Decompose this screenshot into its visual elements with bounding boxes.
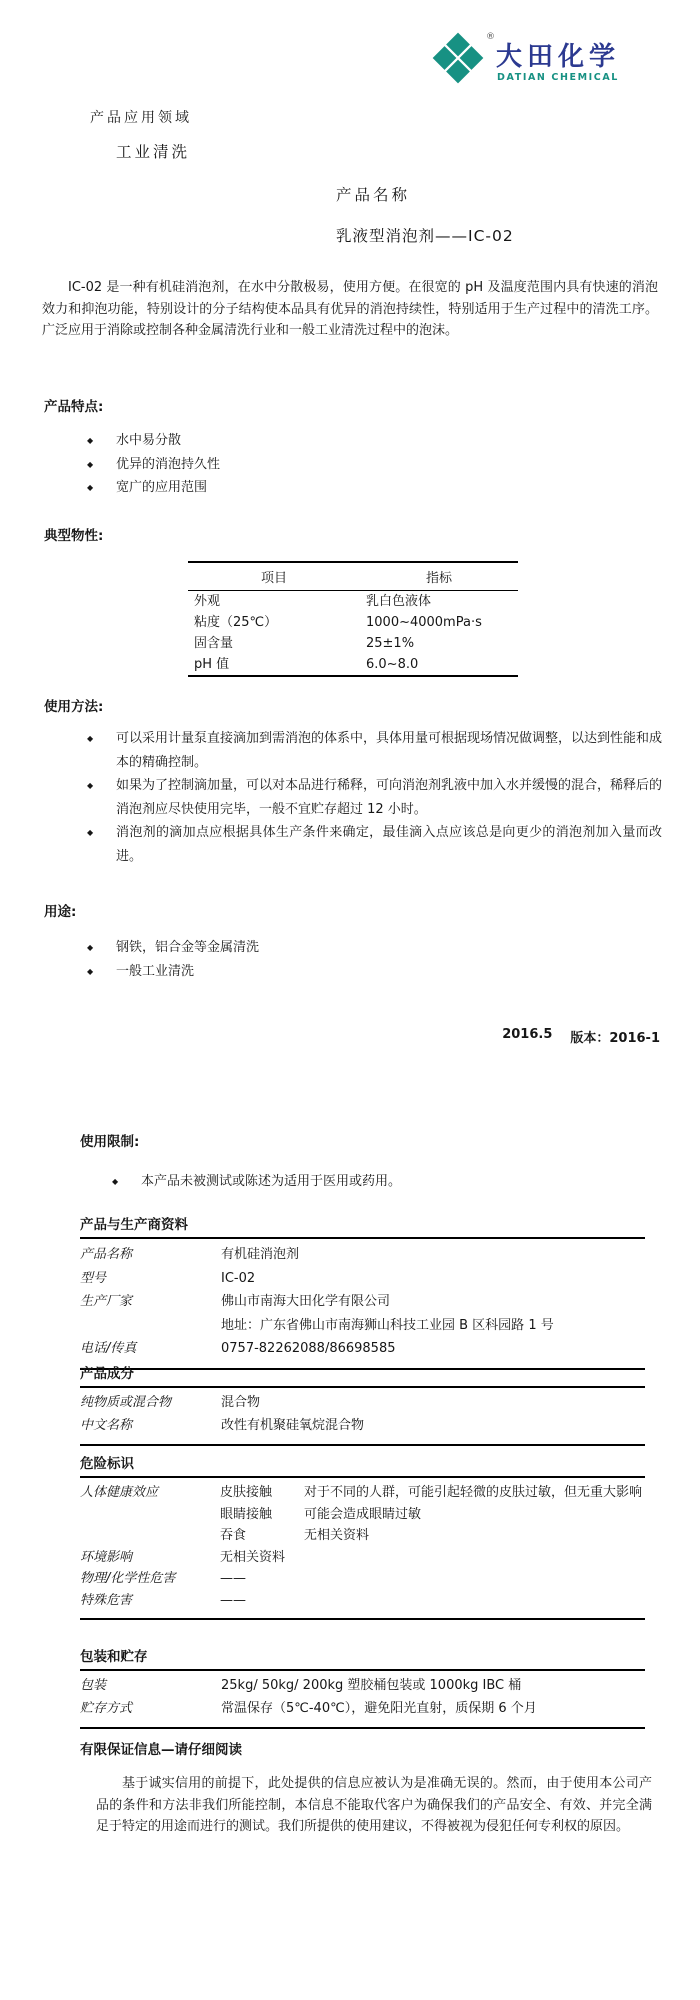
usage-text: 可以采用计量泵直接滴加到需消泡的体系中，具体用量可根据现场情况做调整，以达到性能和成本的精确控制。 xyxy=(116,731,663,770)
info-label xyxy=(80,1314,221,1338)
hazard-label xyxy=(80,1504,220,1526)
hazard-value: 可能会造成眼睛过敏 xyxy=(304,1506,422,1522)
logo-diamond-icon xyxy=(430,30,486,86)
usage-text: 消泡剂的滴加点应根据具体生产条件来确定，最佳滴入点应该总是向更少的消泡剂加入量而改进。 xyxy=(116,825,662,864)
table-row xyxy=(188,612,518,633)
usage-text: 如果为了控制滴加量，可以对本品进行稀释，可向消泡剂乳液中加入水并缓慢的混合，稀释后的消泡剂应尽快使用完毕，一般不宜贮存超过 12 小时。 xyxy=(116,778,663,817)
hazard-row xyxy=(80,1504,645,1526)
table-row xyxy=(188,633,518,654)
property-name: 粘度（25℃） xyxy=(194,615,278,630)
info-value: 佛山市南海大田化学有限公司 xyxy=(221,1294,391,1309)
info-value: 有机硅消泡剂 xyxy=(221,1247,300,1262)
usage-list xyxy=(87,727,662,868)
hazards-heading: 危险标识 xyxy=(80,1452,645,1478)
info-row xyxy=(80,1267,645,1291)
restrictions-heading: 使用限制: xyxy=(80,1134,140,1150)
info-label: 贮存方式 xyxy=(80,1700,133,1716)
hazard-label: 特殊危害 xyxy=(80,1592,133,1608)
table-header-row xyxy=(188,562,518,591)
properties-table xyxy=(188,561,518,677)
application-item xyxy=(87,936,507,960)
bullet-icon: ◆ xyxy=(87,459,94,469)
brand-name-cn: 大田化学 xyxy=(496,42,621,72)
info-label: 电话/传真 xyxy=(80,1341,137,1356)
applications-heading: 用途: xyxy=(44,904,77,920)
hazard-sub-label: —— xyxy=(220,1592,246,1608)
info-row xyxy=(80,1415,645,1438)
info-value: 0757-82262088/86698585 xyxy=(221,1341,396,1356)
hazard-row xyxy=(80,1547,645,1569)
info-label: 型号 xyxy=(80,1270,107,1286)
bullet-icon: ◆ xyxy=(87,943,94,952)
product-name-value: 乳液型消泡剂——IC-02 xyxy=(336,227,514,245)
info-label: 中文名称 xyxy=(80,1417,133,1433)
manufacturer-section xyxy=(80,1213,645,1370)
hazard-sub-label: 无相关资料 xyxy=(220,1549,286,1565)
intro-paragraph: IC-02 是一种有机硅消泡剂，在水中分散极易，使用方便。在很宽的 pH 及温度范围内具有快速的消泡效力和抑泡功能，特别设计的分子结构使本品具有优异的消泡持续性，特别适用于生产过程中的清洗工序。广泛应用于消除或控制各种金属清洗行业和一般工业清洗过程中的泡沫。 xyxy=(42,280,658,338)
bullet-icon: ◆ xyxy=(87,483,94,492)
bullet-icon: ◆ xyxy=(87,828,94,837)
property-name: pH 值 xyxy=(194,657,230,672)
property-value: 乳白色液体 xyxy=(366,594,432,609)
hazard-label: 物理/化学性危害 xyxy=(80,1571,176,1586)
hazard-row xyxy=(80,1568,645,1590)
info-value: 改性有机聚硅氧烷混合物 xyxy=(221,1417,365,1433)
restriction-text: 本产品未被测试或陈述为适用于医用或药用。 xyxy=(141,1174,402,1189)
hazards-section xyxy=(80,1452,645,1620)
restriction-item xyxy=(112,1170,592,1194)
usage-heading: 使用方法: xyxy=(44,699,104,715)
warranty-paragraph: 基于诚实信用的前提下，此处提供的信息应被认为是准确无误的。然而，由于使用本公司产品的条件和方法非我们所能控制，本信息不能取代客户为确保我们的产品安全、有效、并完全满足于特定的用途而进行的测试。我们所提供的使用建议，不得被视为侵犯任何专利权的原因。 xyxy=(96,1776,652,1834)
property-value: 1000~4000mPa·s xyxy=(366,615,482,630)
warranty-heading: 有限保证信息—请仔细阅读 xyxy=(80,1742,242,1758)
feature-text: 优异的消泡持久性 xyxy=(116,456,221,472)
info-label: 包装 xyxy=(80,1678,107,1693)
hazard-sub-label: —— xyxy=(220,1571,246,1586)
feature-item xyxy=(87,453,507,477)
composition-heading: 产品成分 xyxy=(80,1362,645,1388)
hazard-sub-label: 眼睛接触 xyxy=(220,1506,273,1522)
hazard-value: 无相关资料 xyxy=(304,1528,370,1543)
features-list xyxy=(87,429,507,500)
application-field-value: 工业清洗 xyxy=(116,143,191,161)
packaging-rows xyxy=(80,1671,645,1729)
application-field-label: 产品应用领域 xyxy=(90,110,192,126)
info-value: 25kg/ 50kg/ 200kg 塑胶桶包装或 1000kg IBC 桶 xyxy=(221,1678,522,1693)
info-value: IC-02 xyxy=(221,1270,256,1286)
hazard-label: 人体健康效应 xyxy=(80,1485,159,1500)
packaging-heading: 包装和贮存 xyxy=(80,1645,645,1671)
hazard-row xyxy=(80,1590,645,1612)
hazard-value xyxy=(304,1568,645,1590)
hazard-sub-label: 吞食 xyxy=(220,1528,247,1543)
info-label: 纯物质或混合物 xyxy=(80,1395,172,1410)
application-text: 钢铁，铝合金等金属清洗 xyxy=(116,940,260,955)
version-label: 版本：2016-1 xyxy=(570,1031,660,1046)
usage-item xyxy=(87,774,662,821)
composition-section xyxy=(80,1362,645,1446)
hazard-row xyxy=(80,1525,645,1547)
info-value: 混合物 xyxy=(221,1395,261,1410)
info-value: 常温保存（5℃-40℃），避免阳光直射，质保期 6 个月 xyxy=(221,1700,537,1716)
brand-text xyxy=(496,30,620,83)
hazard-label xyxy=(80,1525,220,1547)
packaging-section xyxy=(80,1645,645,1729)
hazard-value xyxy=(304,1590,645,1612)
property-name: 固含量 xyxy=(194,636,234,651)
usage-item xyxy=(87,727,662,774)
composition-rows xyxy=(80,1388,645,1446)
brand-name-en: DATIAN CHEMICAL xyxy=(497,72,619,83)
application-text: 一般工业清洗 xyxy=(116,963,195,979)
property-name: 外观 xyxy=(194,594,221,609)
bullet-icon: ◆ xyxy=(112,1177,119,1186)
info-row xyxy=(80,1337,645,1361)
hazard-label: 环境影响 xyxy=(80,1549,133,1565)
bullet-icon: ◆ xyxy=(87,436,94,445)
info-row xyxy=(80,1698,645,1721)
bullet-icon: ◆ xyxy=(87,781,94,790)
feature-item xyxy=(87,429,507,453)
info-label: 产品名称 xyxy=(80,1247,133,1262)
hazard-row xyxy=(80,1482,645,1504)
feature-item xyxy=(87,476,507,500)
bullet-icon: ◆ xyxy=(87,966,94,976)
info-row xyxy=(80,1314,645,1338)
applications-list xyxy=(87,936,507,983)
registered-trademark-icon: ® xyxy=(486,32,495,42)
company-logo xyxy=(430,30,620,86)
info-row xyxy=(80,1675,645,1698)
usage-item xyxy=(87,821,662,868)
info-row xyxy=(80,1392,645,1415)
restrictions-list xyxy=(112,1170,592,1194)
bullet-icon: ◆ xyxy=(87,734,94,743)
hazard-value xyxy=(304,1547,645,1569)
column-header-item: 项目 xyxy=(188,562,360,591)
manufacturer-rows xyxy=(80,1239,645,1370)
hazard-sub-label: 皮肤接触 xyxy=(220,1485,273,1500)
properties-heading: 典型物性: xyxy=(44,528,104,544)
property-value: 6.0~8.0 xyxy=(366,657,419,672)
info-label: 生产厂家 xyxy=(80,1294,133,1309)
product-name-label: 产品名称 xyxy=(336,186,411,204)
column-header-spec: 指标 xyxy=(360,562,518,591)
hazards-rows xyxy=(80,1478,645,1620)
table-row xyxy=(188,591,518,613)
manufacturer-heading: 产品与生产商资料 xyxy=(80,1213,645,1239)
version-date: 2016.5 xyxy=(502,1027,553,1042)
info-row xyxy=(80,1290,645,1314)
version-line xyxy=(300,1027,660,1046)
features-heading: 产品特点: xyxy=(44,399,104,415)
property-value: 25±1% xyxy=(366,636,415,651)
hazard-value: 对于不同的人群，可能引起轻微的皮肤过敏，但无重大影响 xyxy=(304,1485,643,1500)
table-row xyxy=(188,654,518,676)
application-item xyxy=(87,960,507,984)
info-row xyxy=(80,1243,645,1267)
feature-text: 宽广的应用范围 xyxy=(116,480,208,495)
info-value: 地址：广东省佛山市南海狮山科技工业园 B 区科园路 1 号 xyxy=(221,1317,554,1333)
feature-text: 水中易分散 xyxy=(116,433,182,448)
